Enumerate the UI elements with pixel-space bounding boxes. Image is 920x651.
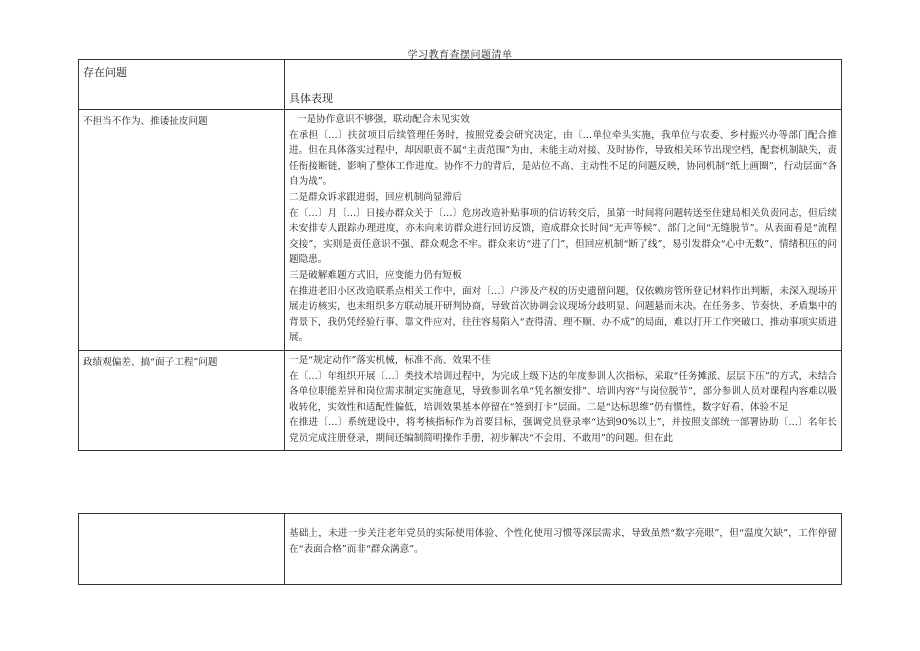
detail-heading: 三是破解难题方式旧，应变能力仍有短板 <box>289 269 462 281</box>
problem-table <box>78 59 842 451</box>
header-details: 具体表现 <box>285 60 842 110</box>
table-row <box>79 514 842 585</box>
table-header-row <box>79 60 842 110</box>
problem-details: 基础上，未进一步关注老年党员的实际使用体验、个性化使用习惯等深层需求，导致虽然“数字亮眼”，但“温度欠缺”，工作停留在“表面合格”而非“群众满意”。 <box>285 514 842 585</box>
table-row <box>79 350 842 451</box>
detail-paragraph: 在推进〔…〕系统建设中，将考核指标作为首要目标，强调党员登录率“达到90%以上”，并按照支部统一部署协助〔…〕名年长党员完成注册登录，期间还编制简明操作手册，初步解决“不会用、不敢用”的问题。但在此 <box>289 417 837 444</box>
detail-heading: 一是“规定动作”落实机械，标准不高、效果不佳 <box>289 354 491 366</box>
header-problem: 存在问题 <box>79 60 285 110</box>
detail-paragraph: 在承担〔…〕扶贫项目后续管理任务时，按照党委会研究决定，由〔…单位牵头实施，我单位与农委、乡村振兴办等部门配合推进。但在具体落实过程中，却因职责不属“主责范围”为由，未能主动对接、及时协作，导致相关环节出现空档，配套机制缺失，责任衔接断链，影响了整体工作进度。协作不力的背后，是站位不高、主动性不足的问题反映，协同机制“纸上画圈”，行动层面“各自为战”。 <box>289 129 837 188</box>
detail-paragraph: 在〔…〕年组织开展〔…〕类技术培训过程中，为完成上级下达的年度参训人次指标，采取“任务摊派、层层下压”的方式，未结合各单位职能差异和岗位需求制定实施意见，导致参训名单“凭名额安排”、培训内容“与岗位脱节”，部分参训人员对课程内容难以吸收转化，实效性和适配性偏低，培训效果基本停留在“签到打卡”层面。二是“达标思维”仍有惯性，数字好看、体验不足 <box>289 370 837 413</box>
table-row <box>79 110 842 351</box>
detail-paragraph: 在〔…〕月〔…〕日接办群众关于〔…〕危房改造补贴事项的信访转交后，虽第一时间将问题转送至住建局相关负责同志，但后续未安排专人跟踪办理进度，亦未向来访群众进行回访反馈，造成群众长时间“无声等候”、部门之间“无缝脱节”。从表面看是“流程交接”，实则是责任意识不强、群众观念不牢。群众来访“进了门”，但回应机制“断了线”，易引发群众“心中无数”、情绪积压的问题隐患。 <box>289 207 837 266</box>
detail-heading: 二是群众诉求跟进弱，回应机制尚显滞后 <box>289 191 462 203</box>
problem-details <box>285 350 842 451</box>
problem-label <box>79 514 285 585</box>
problem-details <box>285 110 842 351</box>
detail-paragraph: 在推进老旧小区改造联系点相关工作中，面对〔…〕户涉及产权的历史遗留问题，仅依赖房管所登记材料作出判断，未深入现场开展走访核实，也未组织多方联动展开研判协商，导致首次协调会议现场分歧明显、问题悬而未决。在任务多、节奏快、矛盾集中的背景下，我仍凭经验行事、靠文件应对，往往容易陷入“查得清、理不顺、办不成”的局面，难以打开工作突破口、推动事项实质进展。 <box>289 285 837 344</box>
continuation-table <box>78 513 842 585</box>
problem-label: 不担当不作为、推诿扯皮问题 <box>79 110 285 351</box>
problem-label: 政绩观偏差、搞“面子工程”问题 <box>79 350 285 451</box>
detail-heading: 一是协作意识不够强，联动配合未见实效 <box>297 114 470 125</box>
document-title: 学习教育查摆问题清单 <box>407 50 513 61</box>
